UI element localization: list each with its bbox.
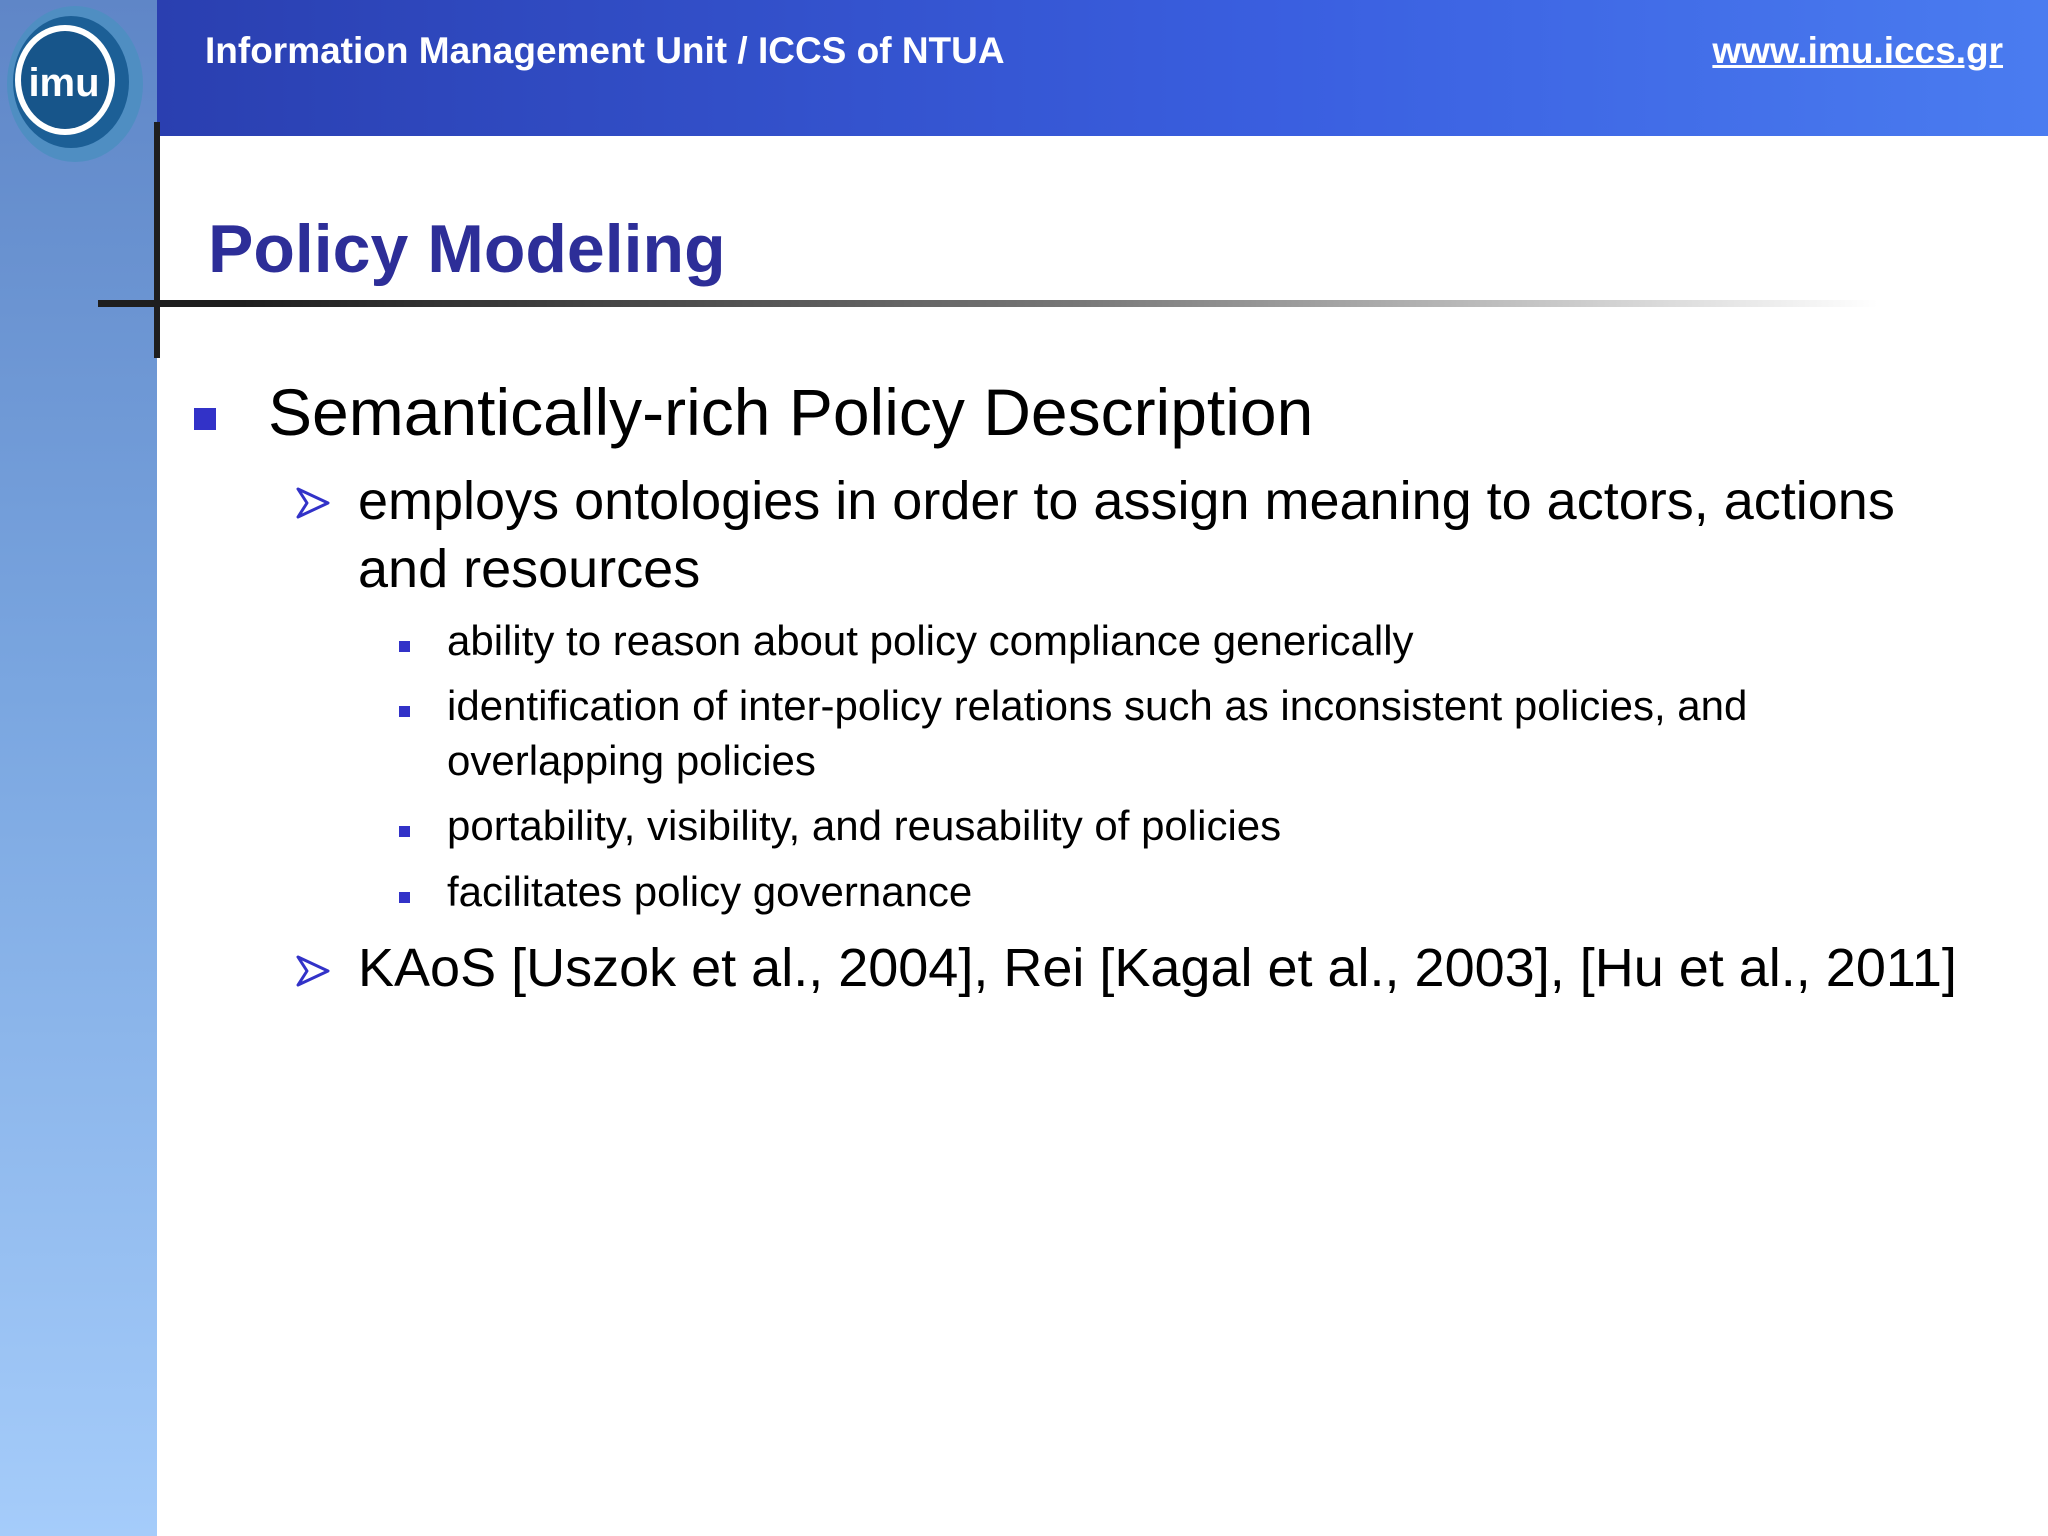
title-vertical-rule [154, 122, 160, 358]
small-square-bullet-icon [399, 706, 410, 717]
point-text-1: ability to reason about policy compliance generically [447, 617, 1414, 664]
small-square-bullet-icon [399, 826, 410, 837]
arrow-bullet-icon [296, 486, 330, 520]
website-link[interactable]: www.imu.iccs.gr [1712, 30, 2003, 71]
main-bullet-text: Semantically-rich Policy Description [268, 375, 1314, 449]
small-square-bullet-icon [399, 892, 410, 903]
point-text-2: identification of inter-policy relations such as inconsistent policies, and overlapping policies [447, 682, 1748, 784]
left-sidebar-band [0, 0, 157, 1536]
arrow-bullet-icon [296, 954, 330, 988]
title-underline-rule [98, 300, 1878, 307]
small-square-bullet-icon [399, 641, 410, 652]
sub-bullet-text-ontologies: employs ontologies in order to assign meaning to actors, actions and resources [358, 471, 1895, 599]
imu-logo [4, 4, 146, 164]
point-text-4: facilitates policy governance [447, 868, 973, 915]
slide-title: Policy Modeling [208, 211, 726, 287]
logo-text: imu [28, 61, 100, 105]
square-bullet-icon [194, 408, 216, 430]
sub-bullet-text-references: KAoS [Uszok et al., 2004], Rei [Kagal et al., 2003], [Hu et al., 2011] [358, 938, 1957, 998]
organization-name: Information Management Unit / ICCS of NTUA [205, 30, 1005, 71]
point-text-3: portability, visibility, and reusability of policies [447, 802, 1282, 849]
